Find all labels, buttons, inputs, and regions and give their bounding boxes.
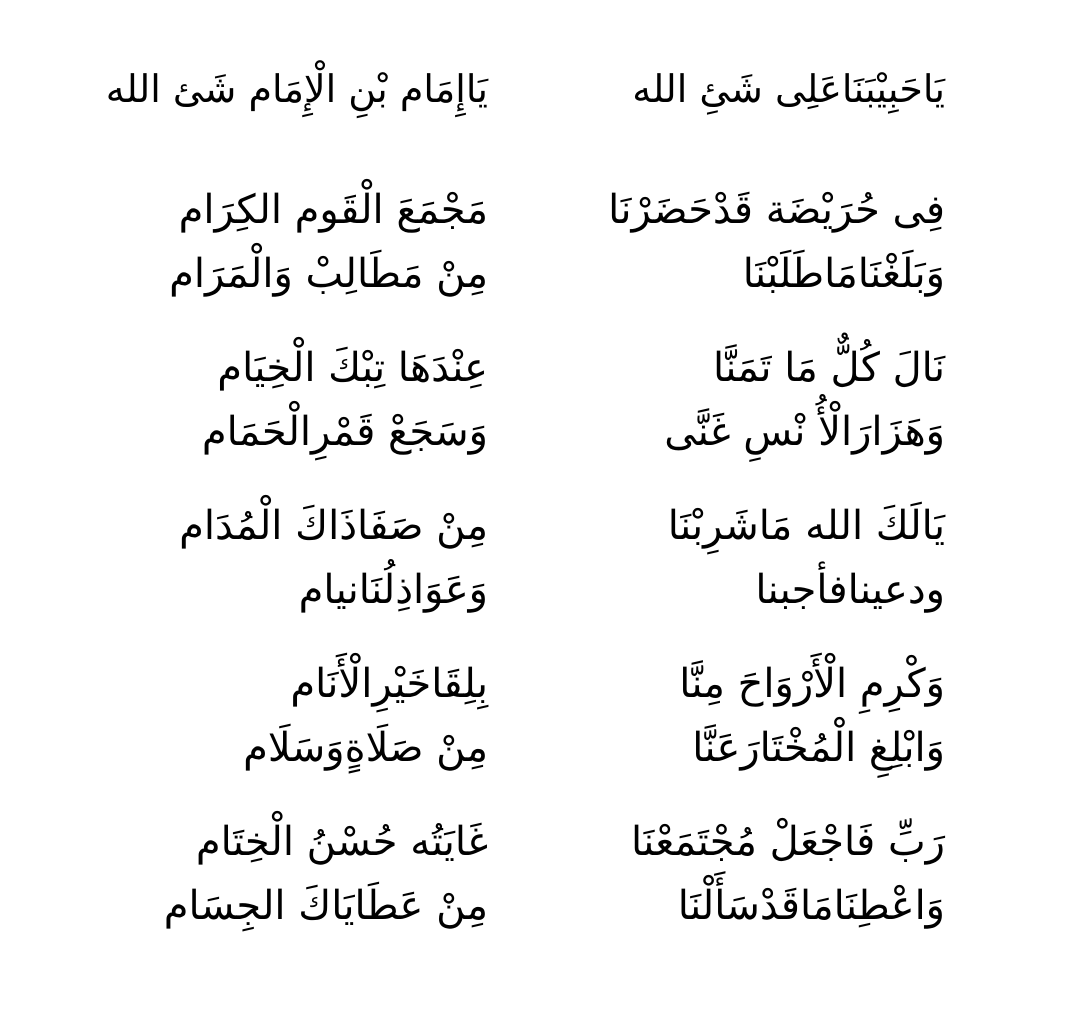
stanza-5-right bbox=[525, 810, 945, 938]
stanza-2-left bbox=[48, 336, 488, 464]
verse-line: فِى حُرَيْضَة قَدْحَضَرْنَا bbox=[608, 187, 945, 233]
verse-line: مِنْ صَلَاةٍوَسَلَام bbox=[243, 725, 488, 771]
verse-line: غَايَتُه حُسْنُ الْخِتَام bbox=[195, 819, 488, 865]
verse-line: مِنْ عَطَايَاكَ الجِسَام bbox=[163, 883, 488, 929]
verse-line: عِنْدَهَا تِبْكَ الْخِيَام bbox=[217, 345, 488, 391]
stanza-1-left bbox=[48, 178, 488, 306]
stanza-4-right bbox=[525, 652, 945, 780]
stanza-5-left bbox=[48, 810, 488, 938]
verse-line: وَبَلَغْنَامَاطَلَبْنَا bbox=[742, 251, 945, 297]
verse-line: مَجْمَعَ الْقَوم الكِرَام bbox=[178, 187, 488, 233]
verse-line: يَالَكَ الله مَاشَرِبْنَا bbox=[667, 503, 945, 549]
verse-line: وَاعْطِنَامَاقَدْسَأَلْنَا bbox=[677, 883, 945, 929]
verse-line: وَعَوَاذِلُنَانيام bbox=[298, 567, 488, 613]
stanza-1-right bbox=[525, 178, 945, 306]
stanza-3-left bbox=[48, 494, 488, 622]
verse-line: رَبِّ فَاجْعَلْ مُجْتَمَعْنَا bbox=[630, 819, 945, 865]
stanza-3-right bbox=[525, 494, 945, 622]
verse-line: وَهَزَارَالْأُ نْسِ غَنَّى bbox=[664, 409, 945, 455]
heading-left: يَاإِمَام بْنِ الْإِمَام شَئ الله bbox=[105, 67, 488, 111]
stanza-4-left bbox=[48, 652, 488, 780]
verse-line: نَالَ كُلٌّ مَا تَمَنَّا bbox=[713, 345, 945, 391]
verse-line: بِلِقَاخَيْرِالْأَنَام bbox=[290, 661, 488, 707]
verse-line: وَكْرِمِ الْأَرْوَاحَ مِنَّا bbox=[679, 661, 945, 707]
verse-line: وَابْلِغِ الْمُخْتَارَعَنَّا bbox=[692, 725, 945, 771]
stanza-2-right bbox=[525, 336, 945, 464]
heading-right: يَاحَبِيْبَنَاعَلِى شَئِ الله bbox=[632, 67, 945, 111]
verse-line: مِنْ صَفَاذَاكَ الْمُدَام bbox=[179, 503, 488, 549]
verse-line: وَسَجَعْ قَمْرِالْحَمَام bbox=[201, 409, 488, 455]
verse-line: ودعينافأجبنا bbox=[755, 567, 945, 613]
verse-line: مِنْ مَطَالِبْ وَالْمَرَام bbox=[169, 251, 488, 297]
